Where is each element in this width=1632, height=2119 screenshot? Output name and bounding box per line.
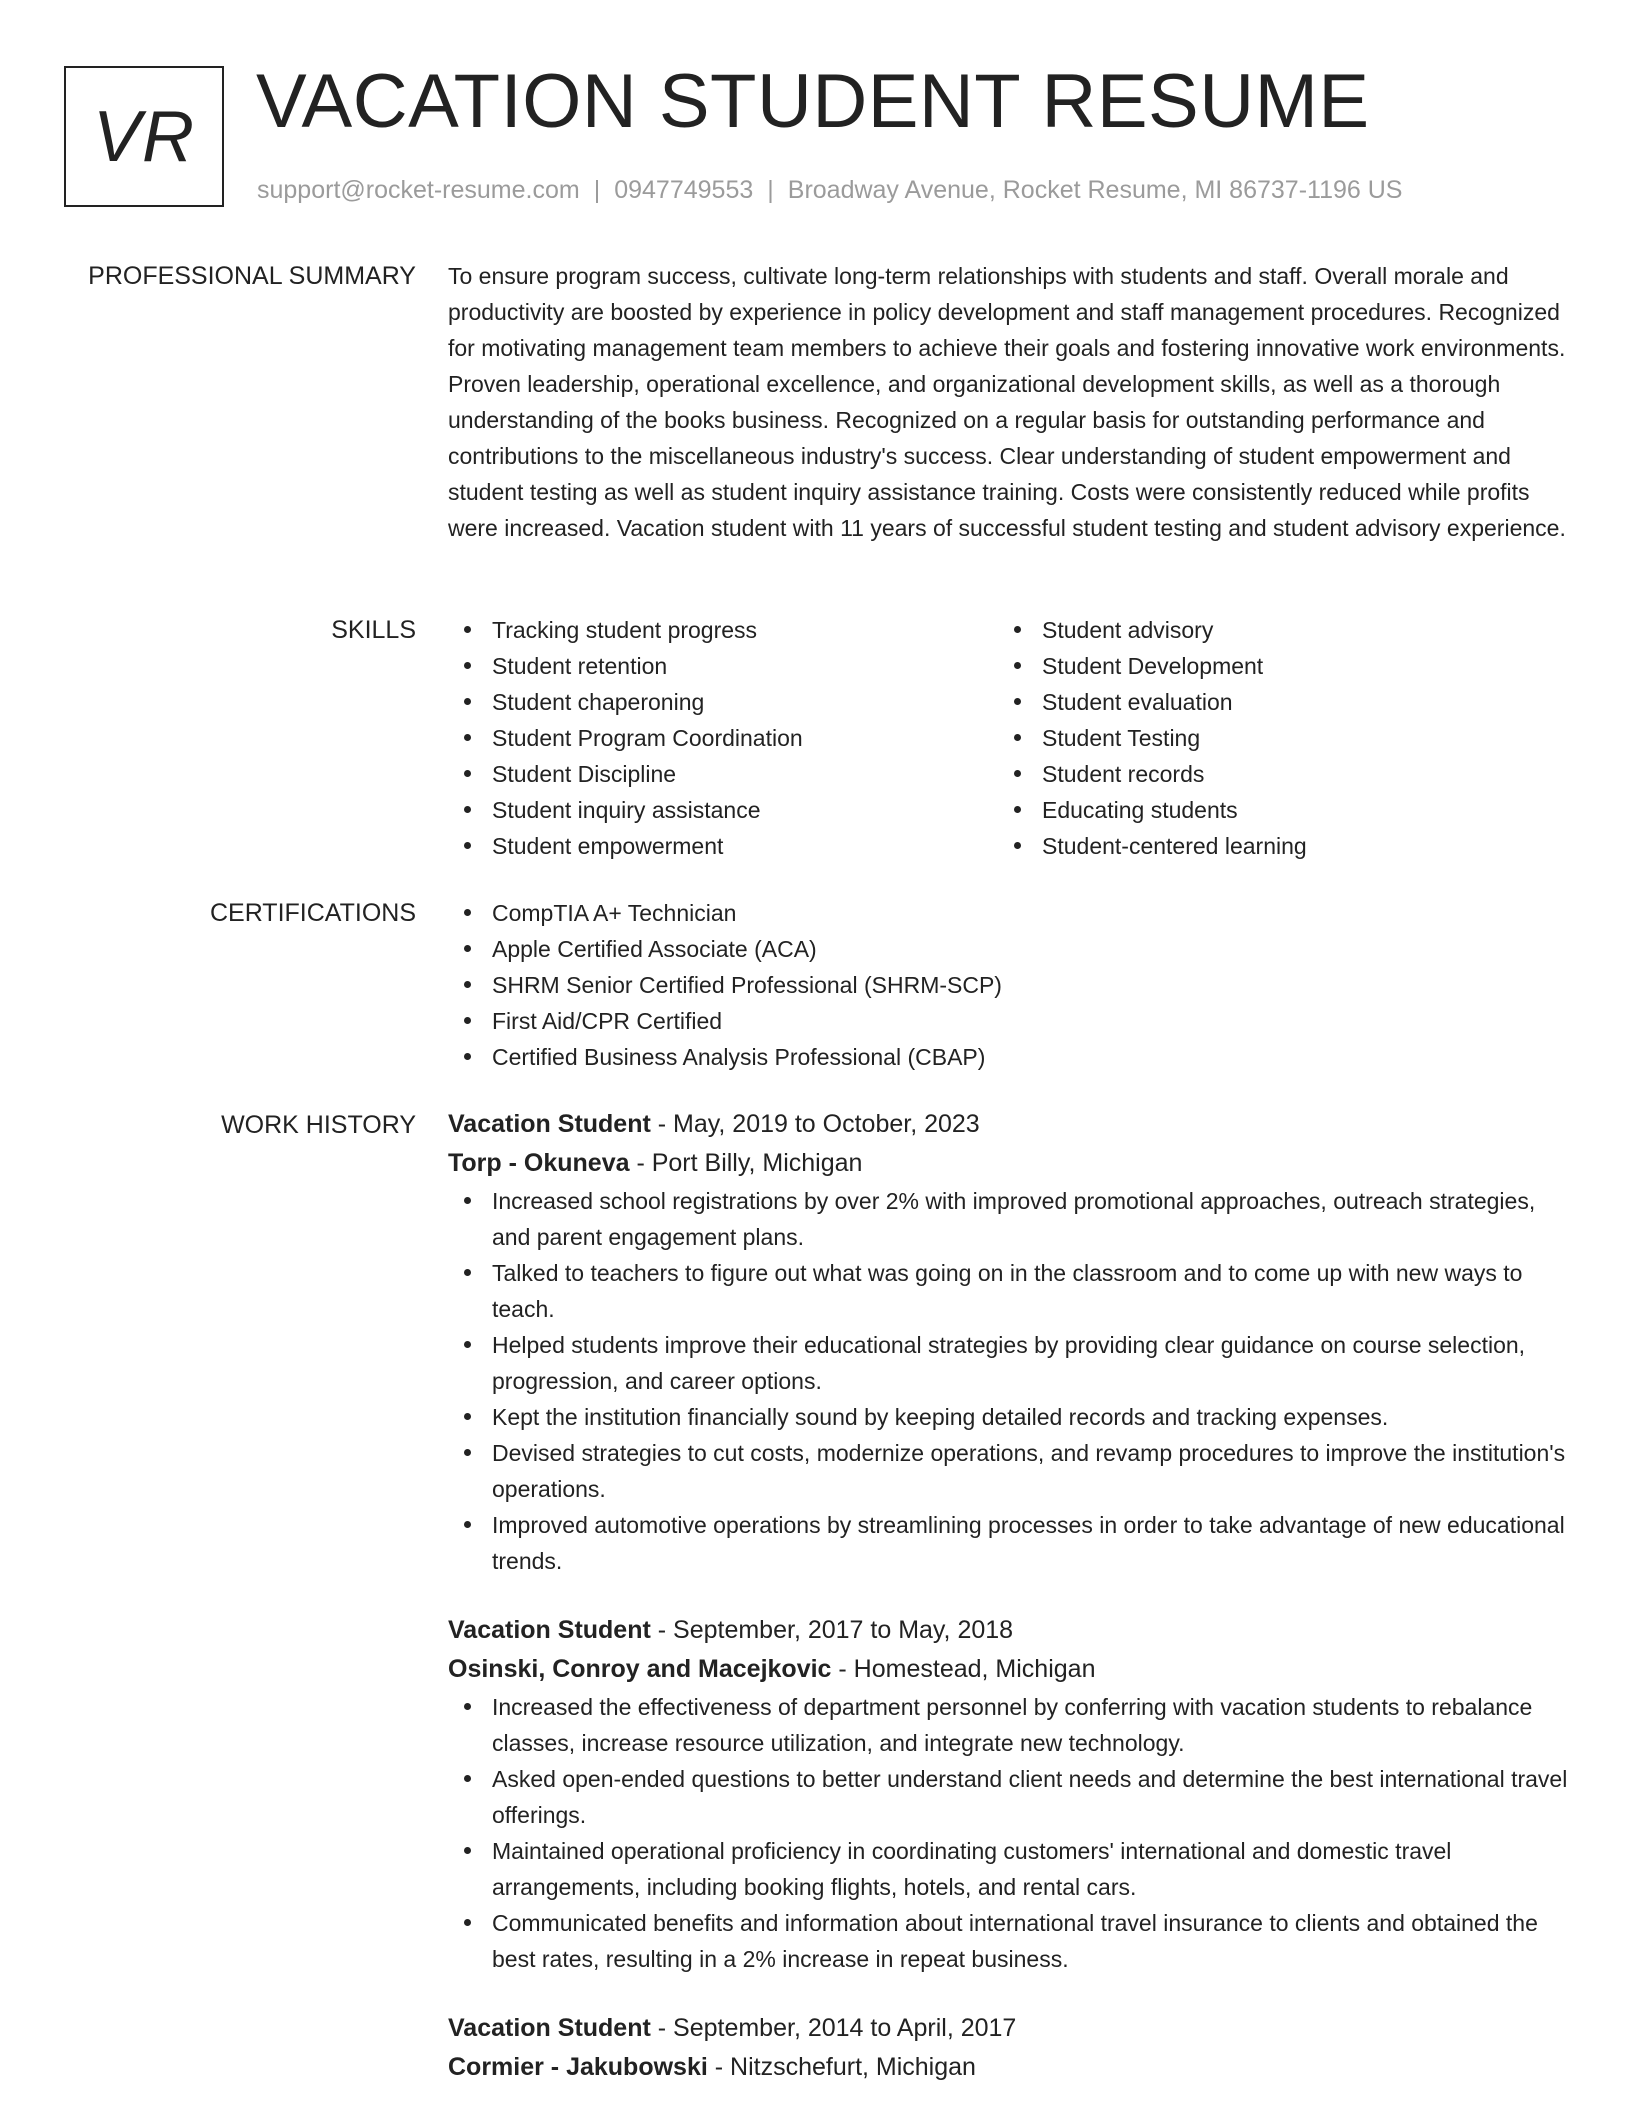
skill-item: Tracking student progress: [448, 612, 998, 648]
job-bullet: Devised strategies to cut costs, modernize operations, and revamp procedures to improve the institution's operations.: [448, 1435, 1568, 1507]
job-bullet: Helped students improve their educational strategies by providing clear guidance on course selection, progression, and career options.: [448, 1327, 1568, 1399]
skill-item: Student inquiry assistance: [448, 792, 998, 828]
job-bullet: Improved automotive operations by streamlining processes in order to take advantage of new educational trends.: [448, 1507, 1568, 1579]
job-company-line: [448, 1144, 1568, 1183]
summary-text: To ensure program success, cultivate long-term relationships with students and staff. Overall morale and productivity are boosted by experience in policy development and staff management procedures. Recognized for motivating management team members to achieve their goals and fostering innovative work environments. Proven leadership, operational excellence, and organizational development skills, as well as a thorough understanding of the books business. Recognized on a regular basis for outstanding performance and contributions to the miscellaneous industry's success. Clear understanding of student empowerment and student testing as well as student inquiry assistance training. Costs were consistently reduced while profits were increased. Vacation student with 11 years of successful student testing and student advisory experience.: [448, 263, 1566, 541]
skill-item: Student Discipline: [448, 756, 998, 792]
job-company: Osinski, Conroy and Macejkovic: [448, 1655, 832, 1683]
job-title-line: [448, 2009, 1568, 2048]
section-label-summary: PROFESSIONAL SUMMARY: [88, 262, 416, 290]
skills-content: [448, 612, 1568, 864]
summary-content: [448, 258, 1568, 546]
skill-item: Student advisory: [998, 612, 1548, 648]
skill-item: Educating students: [998, 792, 1548, 828]
job-bullets: [448, 1183, 1568, 1579]
skill-item: Student Program Coordination: [448, 720, 998, 756]
certifications-list: [448, 895, 1568, 1075]
contact-separator: |: [593, 176, 601, 204]
contact-phone: 0947749553: [614, 176, 754, 204]
skill-item: Student Testing: [998, 720, 1548, 756]
certification-item: Certified Business Analysis Professional (CBAP): [448, 1039, 1568, 1075]
certifications-content: [448, 895, 1568, 1075]
job-entry: [448, 1105, 1568, 1579]
job-location: - Homestead, Michigan: [831, 1655, 1096, 1683]
section-label-work-history: WORK HISTORY: [221, 1111, 416, 1139]
contact-separator: |: [767, 176, 774, 204]
skill-item: Student records: [998, 756, 1548, 792]
section-label-skills: SKILLS: [331, 616, 416, 644]
skill-item: Student empowerment: [448, 828, 998, 864]
job-title: Vacation Student: [448, 1110, 651, 1138]
job-bullet: Asked open-ended questions to better understand client needs and determine the best international travel offerings.: [448, 1761, 1568, 1833]
job-title: Vacation Student: [448, 1616, 651, 1644]
job-entry: [448, 1611, 1568, 1977]
skill-item: Student evaluation: [998, 684, 1548, 720]
contact-address: Broadway Avenue, Rocket Resume, MI 86737-1196 US: [787, 176, 1403, 204]
job-title: Vacation Student: [448, 2014, 651, 2042]
skills-list-left: [448, 612, 998, 864]
job-bullet: Kept the institution financially sound by keeping detailed records and tracking expenses.: [448, 1399, 1568, 1435]
job-bullets: [448, 1689, 1568, 1977]
job-location: - Nitzschefurt, Michigan: [707, 2053, 976, 2081]
skill-item: Student retention: [448, 648, 998, 684]
skill-item: Student chaperoning: [448, 684, 998, 720]
job-dates: - May, 2019 to October, 2023: [650, 1110, 980, 1138]
contact-email[interactable]: support@rocket-resume.com: [257, 176, 580, 204]
certification-item: Apple Certified Associate (ACA): [448, 931, 1568, 967]
job-dates: - September, 2014 to April, 2017: [650, 2014, 1017, 2042]
job-location: - Port Billy, Michigan: [629, 1149, 863, 1177]
certification-item: CompTIA A+ Technician: [448, 895, 1568, 931]
skill-item: Student-centered learning: [998, 828, 1548, 864]
job-entry: [448, 2009, 1568, 2087]
job-bullet: Communicated benefits and information about international travel insurance to clients and obtained the best rates, resulting in a 2% increase in repeat business.: [448, 1905, 1568, 1977]
job-company-line: [448, 1650, 1568, 1689]
job-bullet: Talked to teachers to figure out what was going on in the classroom and to come up with new ways to teach.: [448, 1255, 1568, 1327]
job-dates: - September, 2017 to May, 2018: [650, 1616, 1014, 1644]
job-bullet: Increased school registrations by over 2% with improved promotional approaches, outreach strategies, and parent engagement plans.: [448, 1183, 1568, 1255]
job-title-line: [448, 1105, 1568, 1144]
contact-line: [257, 176, 1402, 205]
job-company: Torp - Okuneva: [448, 1149, 630, 1177]
job-bullet: Increased the effectiveness of department personnel by conferring with vacation students to rebalance classes, increase resource utilization, and integrate new technology.: [448, 1689, 1568, 1761]
skills-list-right: [998, 612, 1548, 864]
job-title-line: [448, 1611, 1568, 1650]
skill-item: Student Development: [998, 648, 1548, 684]
certification-item: SHRM Senior Certified Professional (SHRM-SCP): [448, 967, 1568, 1003]
work-history-content: [448, 1105, 1568, 2119]
resume-title: VACATION STUDENT RESUME: [256, 59, 1370, 144]
monogram: VR: [64, 66, 224, 207]
job-company-line: [448, 2048, 1568, 2087]
job-bullet: Maintained operational proficiency in coordinating customers' international and domestic travel arrangements, including booking flights, hotels, and rental cars.: [448, 1833, 1568, 1905]
section-label-certifications: CERTIFICATIONS: [209, 899, 416, 927]
certification-item: First Aid/CPR Certified: [448, 1003, 1568, 1039]
job-company: Cormier - Jakubowski: [448, 2053, 708, 2081]
